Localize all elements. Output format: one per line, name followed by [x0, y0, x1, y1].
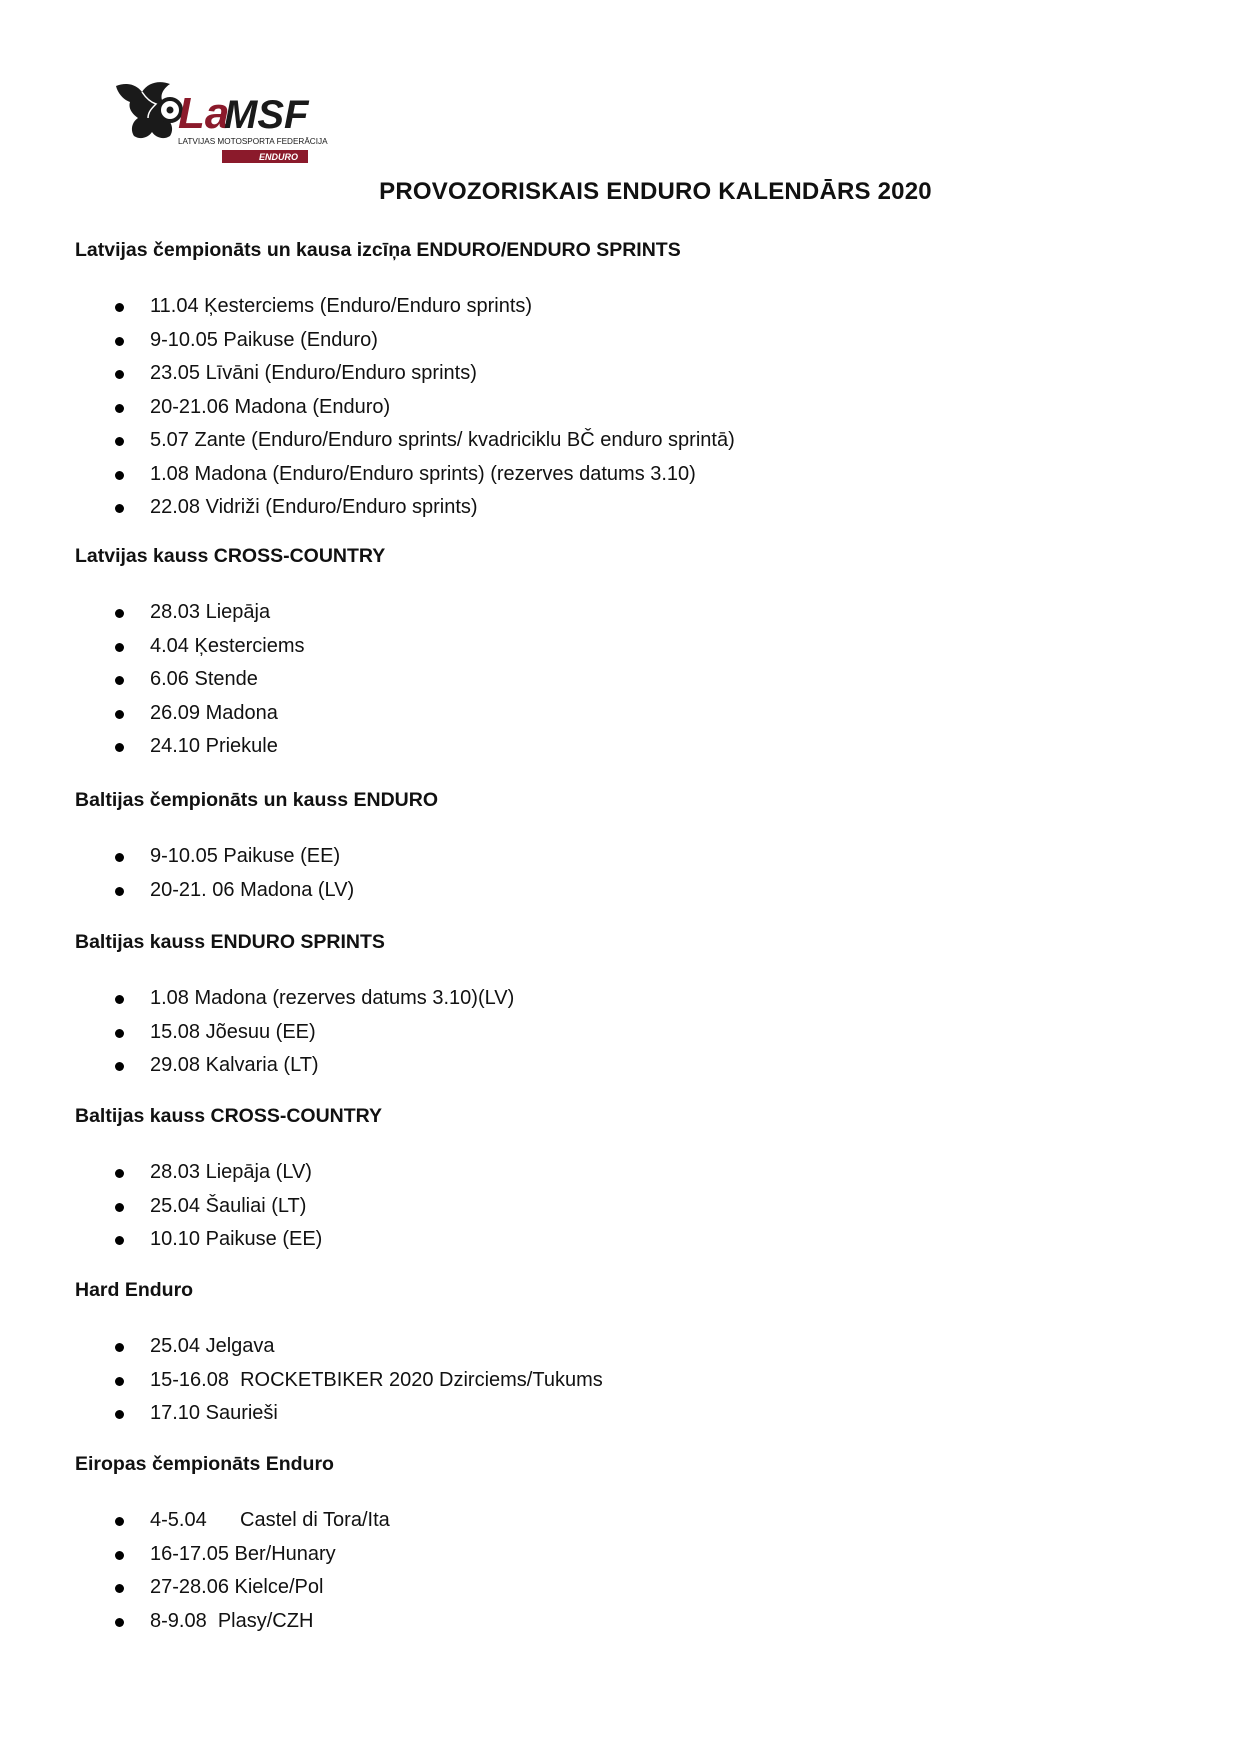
- list-item: [75, 391, 735, 425]
- list-item: [75, 1504, 390, 1538]
- bullet-icon: [115, 303, 124, 312]
- event-text: 1.08 Madona (Enduro/Enduro sprints) (rezerves datums 3.10): [150, 462, 696, 485]
- section-heading: Baltijas kauss ENDURO SPRINTS: [75, 931, 385, 953]
- event-text: 24.10 Priekule: [150, 735, 278, 757]
- event-text: 16-17.05 Ber/Hunary: [150, 1542, 336, 1565]
- event-text: 20-21. 06 Madona (LV): [150, 878, 355, 901]
- event-list: [75, 596, 305, 764]
- bullet-icon: [115, 643, 124, 652]
- event-text: 9-10.05 Paikuse (Enduro): [150, 328, 378, 351]
- event-text: 17.10 Saurieši: [150, 1402, 278, 1424]
- calendar-section: [75, 1278, 1175, 1424]
- bullet-icon: [115, 504, 124, 513]
- bullet-icon: [115, 437, 124, 446]
- bullet-icon: [115, 1236, 124, 1245]
- bullet-icon: [115, 1343, 124, 1352]
- bullet-icon: [115, 1169, 124, 1178]
- list-item: [75, 730, 305, 764]
- event-list: [75, 1156, 322, 1257]
- bullet-icon: [115, 337, 124, 346]
- logo-brand-prefix: La: [178, 89, 230, 138]
- section-heading: Baltijas čempionāts un kauss ENDURO: [75, 789, 439, 811]
- bullet-icon: [115, 1377, 124, 1386]
- logo-brand-suffix: MSF: [224, 93, 309, 137]
- calendar-section: [75, 544, 1175, 757]
- bullet-icon: [115, 370, 124, 379]
- page-title: PROVOZORISKAIS ENDURO KALENDĀRS 2020: [379, 178, 932, 205]
- list-item: [75, 1016, 514, 1050]
- event-text: 27-28.06 Kielce/Pol: [150, 1576, 324, 1598]
- list-item: [75, 324, 735, 358]
- list-item: [75, 1538, 390, 1572]
- bullet-icon: [115, 1584, 124, 1593]
- list-item: [75, 357, 735, 391]
- calendar-section: [75, 1104, 1175, 1250]
- event-text: 25.04 Šauliai (LT): [150, 1194, 307, 1217]
- bullet-icon: [115, 853, 124, 862]
- event-list: [75, 290, 735, 525]
- section-heading: Latvijas čempionāts un kausa izcīņa ENDURO/ENDURO SPRINTS: [75, 239, 681, 261]
- event-text: 28.03 Liepāja (LV): [150, 1161, 312, 1183]
- event-text: 29.08 Kalvaria (LT): [150, 1054, 319, 1076]
- bullet-icon: [115, 1551, 124, 1560]
- bullet-icon: [115, 1062, 124, 1071]
- list-item: [75, 1605, 390, 1639]
- event-text: 4.04 Ķesterciems: [150, 634, 305, 657]
- event-list: [75, 982, 514, 1083]
- event-text: 25.04 Jelgava: [150, 1335, 275, 1357]
- bullet-icon: [115, 609, 124, 618]
- list-item: [75, 596, 305, 630]
- list-item: [75, 1330, 603, 1364]
- bullet-icon: [115, 1410, 124, 1419]
- logo-badge: ENDURO: [258, 152, 298, 162]
- bullet-icon: [115, 404, 124, 413]
- bullet-icon: [115, 676, 124, 685]
- event-text: 28.03 Liepāja: [150, 601, 271, 623]
- event-text: 15.08 Jõesuu (EE): [150, 1020, 316, 1043]
- list-item: [75, 982, 514, 1016]
- list-item: [75, 874, 354, 908]
- event-text: 20-21.06 Madona (Enduro): [150, 395, 391, 418]
- event-text: 1.08 Madona (rezerves datums 3.10)(LV): [150, 987, 515, 1009]
- event-text: 23.05 Līvāni (Enduro/Enduro sprints): [150, 362, 477, 384]
- list-item: [75, 290, 735, 324]
- logo-subtitle: LATVIJAS MOTOSPORTA FEDERĀCIJA: [178, 137, 328, 146]
- list-item: [75, 491, 735, 525]
- list-item: [75, 697, 305, 731]
- griffin-wheel-icon: [112, 78, 334, 174]
- bullet-icon: [115, 710, 124, 719]
- event-list: [75, 1330, 603, 1431]
- event-text: 4-5.04 Castel di Tora/Ita: [150, 1509, 390, 1531]
- calendar-section: [75, 788, 1175, 901]
- list-item: [75, 840, 354, 874]
- bullet-icon: [115, 1029, 124, 1038]
- section-heading: Hard Enduro: [75, 1279, 194, 1301]
- event-text: 5.07 Zante (Enduro/Enduro sprints/ kvadriciklu BČ enduro sprintā): [150, 429, 735, 451]
- event-text: 11.04 Ķesterciems (Enduro/Enduro sprints): [150, 295, 533, 317]
- lamsf-logo: [112, 78, 334, 174]
- calendar-section: [75, 930, 1175, 1076]
- list-item: [75, 663, 305, 697]
- event-list: [75, 840, 354, 907]
- event-list: [75, 1504, 390, 1638]
- list-item: [75, 1223, 322, 1257]
- list-item: [75, 1397, 603, 1431]
- list-item: [75, 1190, 322, 1224]
- list-item: [75, 424, 735, 458]
- bullet-icon: [115, 995, 124, 1004]
- list-item: [75, 630, 305, 664]
- event-text: 26.09 Madona: [150, 701, 278, 724]
- bullet-icon: [115, 1618, 124, 1627]
- section-heading: Baltijas kauss CROSS-COUNTRY: [75, 1105, 383, 1127]
- list-item: [75, 1364, 603, 1398]
- calendar-section: [75, 1452, 1175, 1632]
- event-text: 8-9.08 Plasy/CZH: [150, 1609, 314, 1632]
- event-text: 10.10 Paikuse (EE): [150, 1228, 323, 1250]
- event-text: 9-10.05 Paikuse (EE): [150, 845, 341, 867]
- bullet-icon: [115, 1517, 124, 1526]
- bullet-icon: [115, 887, 124, 896]
- bullet-icon: [115, 743, 124, 752]
- section-heading: Latvijas kauss CROSS-COUNTRY: [75, 545, 386, 567]
- event-text: 6.06 Stende: [150, 668, 258, 690]
- calendar-section: [75, 238, 1175, 518]
- list-item: [75, 1156, 322, 1190]
- event-text: 15-16.08 ROCKETBIKER 2020 Dzirciems/Tukums: [150, 1368, 603, 1391]
- list-item: [75, 1571, 390, 1605]
- event-text: 22.08 Vidriži (Enduro/Enduro sprints): [150, 496, 478, 518]
- list-item: [75, 458, 735, 492]
- section-heading: Eiropas čempionāts Enduro: [75, 1453, 334, 1475]
- list-item: [75, 1049, 514, 1083]
- bullet-icon: [115, 1203, 124, 1212]
- bullet-icon: [115, 471, 124, 480]
